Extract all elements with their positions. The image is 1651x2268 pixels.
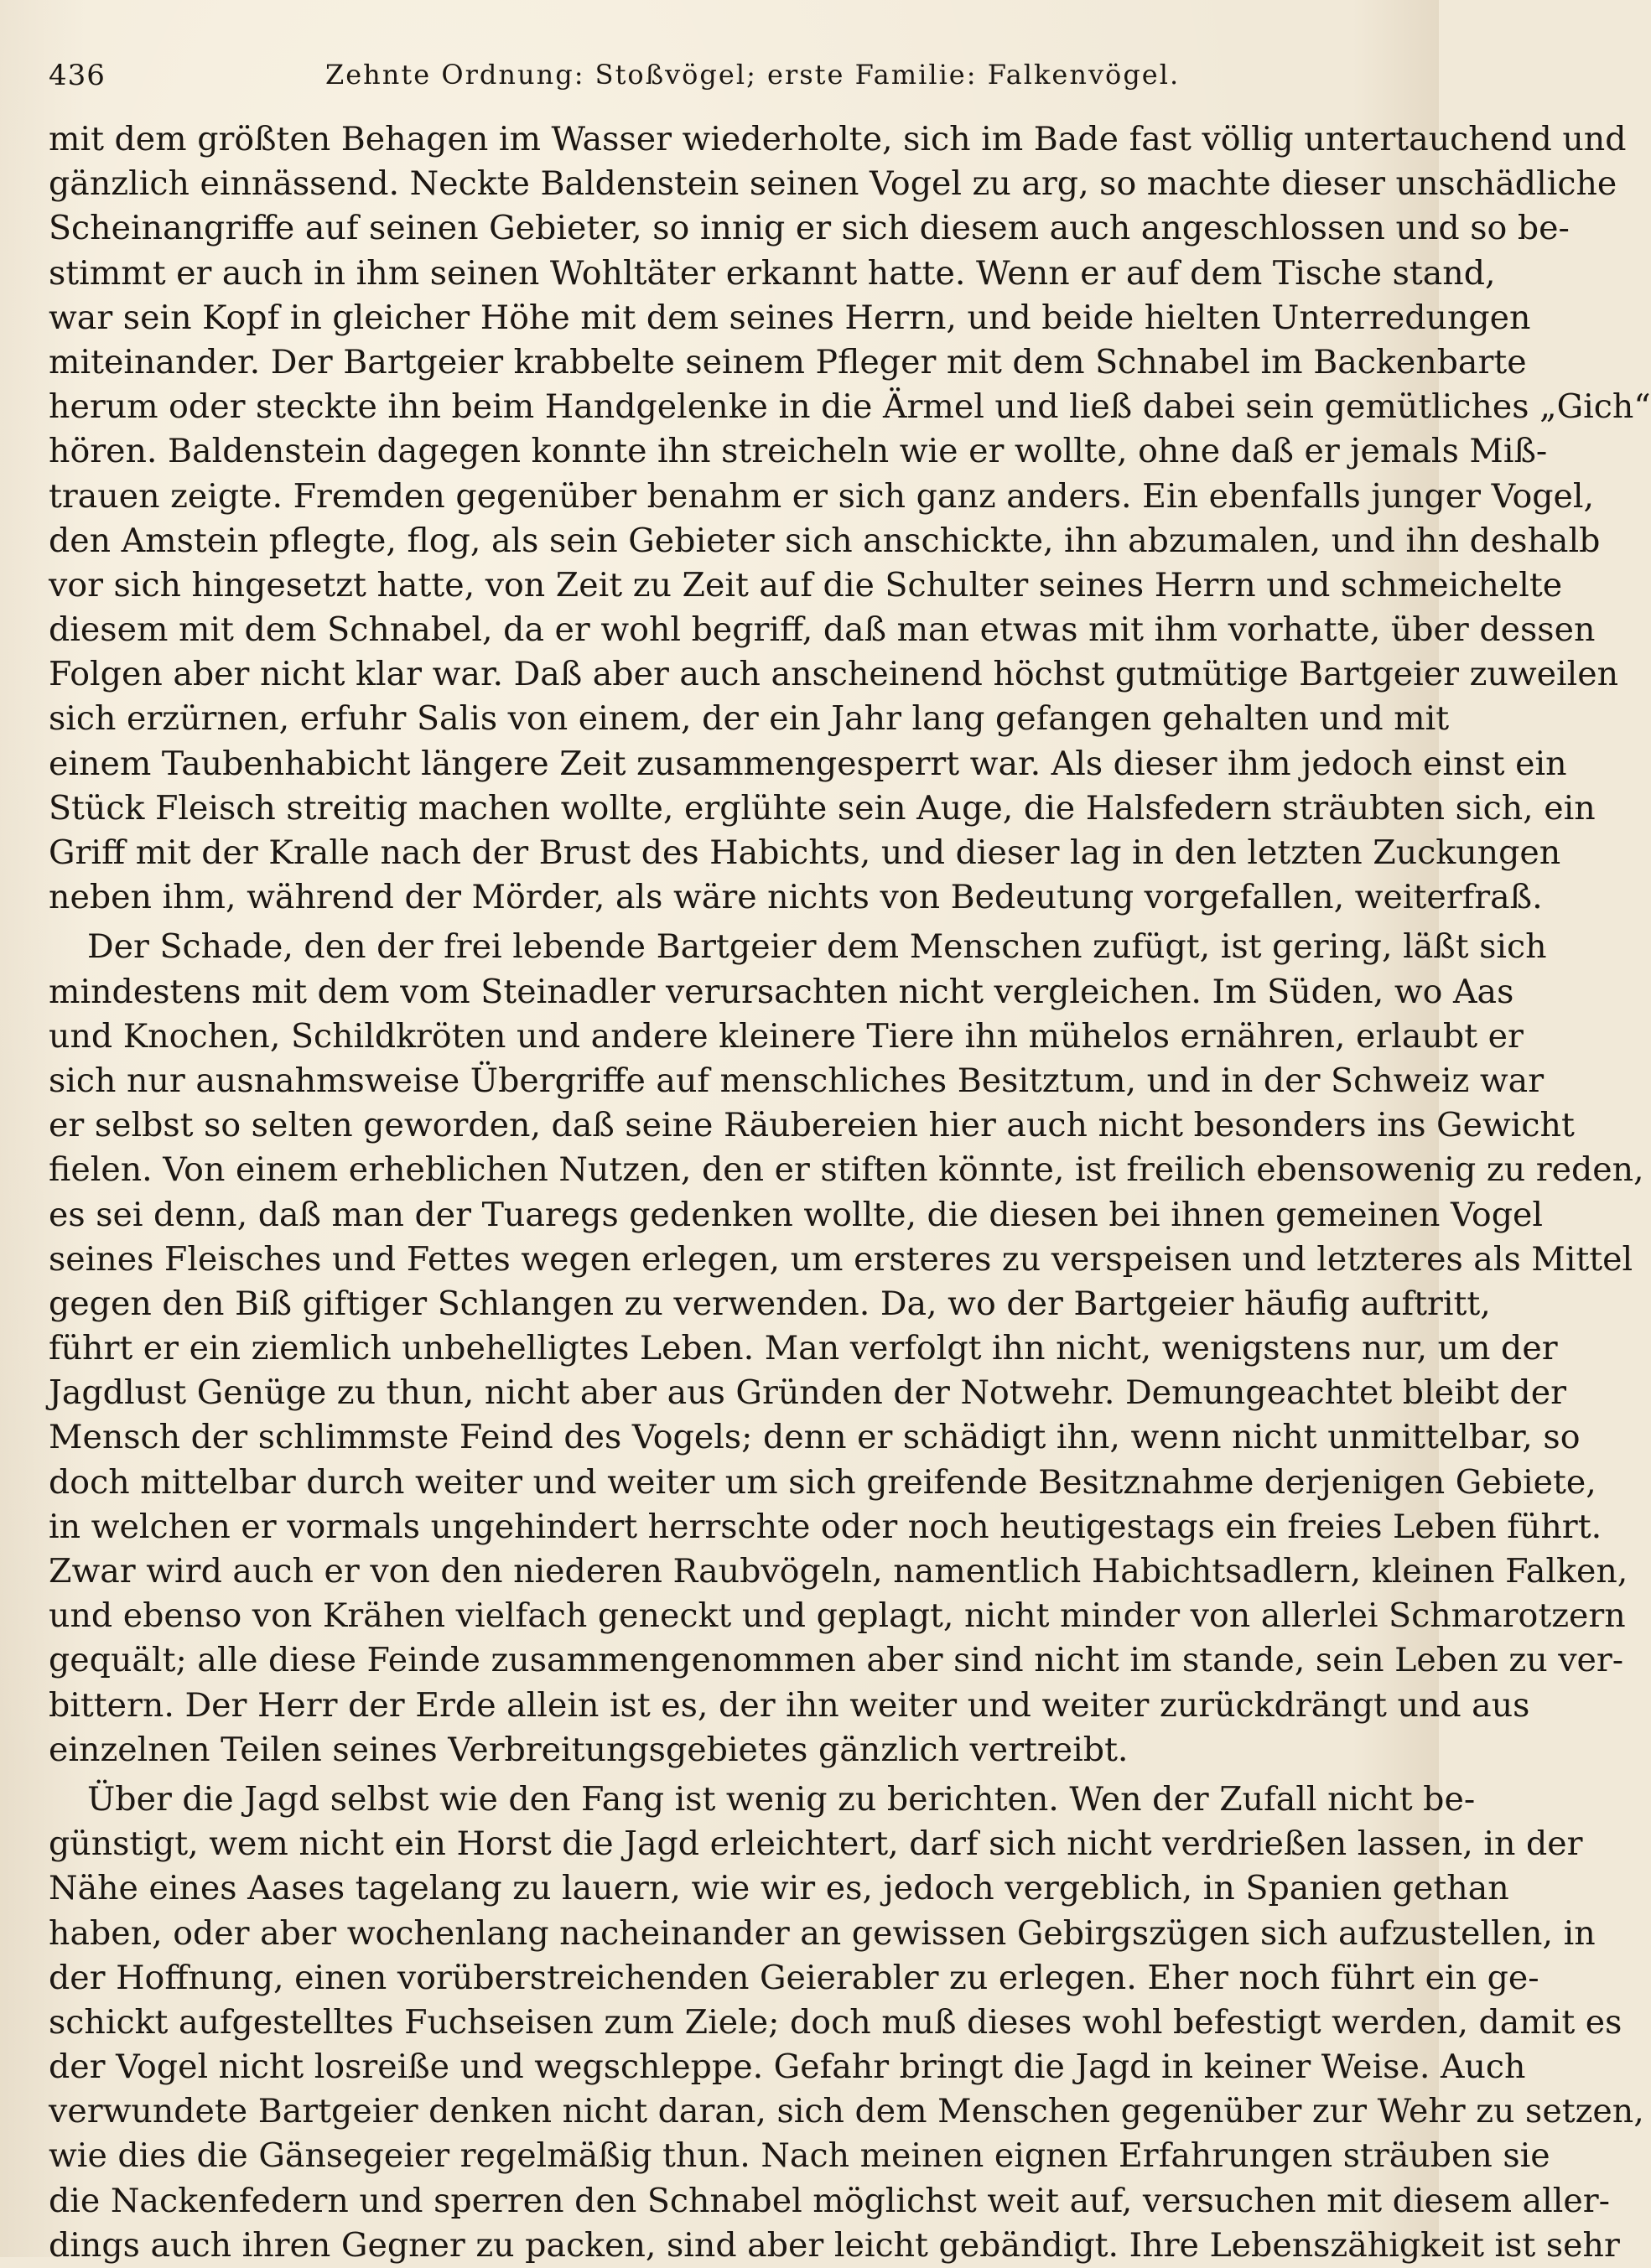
- text-line: war sein Kopf in gleicher Höhe mit dem seines Herrn, und beide hielten Unterredungen: [49, 298, 1531, 337]
- text-line: und Knochen, Schildkröten und andere kleinere Tiere ihn mühelos ernähren, erlaubt er: [49, 1016, 1524, 1056]
- running-head: Zehnte Ordnung: Stoßvögel; erste Familie: Falkenvögel.: [325, 59, 1181, 91]
- text-line: vor sich hingesetzt hatte, von Zeit zu Zeit auf die Schulter seines Herrn und schmeichelte: [49, 565, 1563, 605]
- page-header: [49, 49, 1390, 99]
- text-line: einzelnen Teilen seines Verbreitungsgebietes gänzlich vertreibt.: [49, 1730, 1129, 1769]
- text-line: Zwar wird auch er von den niederen Raubvögeln, namentlich Habichtsadlern, kleinen Falken,: [49, 1552, 1628, 1591]
- text-line: Mensch der schlimmste Feind des Vogels; denn er schädigt ihn, wenn nicht unmittelbar, so: [49, 1418, 1581, 1457]
- text-line: gegen den Biß giftiger Schlangen zu verwenden. Da, wo der Bartgeier häufig auftritt,: [49, 1284, 1491, 1323]
- text-line: Über die Jagd selbst wie den Fang ist wenig zu berichten. Wen der Zufall nicht be-: [87, 1779, 1476, 1819]
- text-line: in welchen er vormals ungehindert herrschte oder noch heutigestags ein freies Leben führt.: [49, 1507, 1602, 1546]
- text-line: herum oder steckte ihn beim Handgelenke in die Ärmel und ließ dabei sein gemütliches „Gich“: [49, 387, 1651, 427]
- text-line: trauen zeigte. Fremden gegenüber benahm er sich ganz anders. Ein ebenfalls junger Vogel,: [49, 476, 1595, 516]
- text-line: die Nackenfedern und sperren den Schnabel möglichst weit auf, versuchen mit diesem aller-: [49, 2181, 1610, 2220]
- text-line: doch mittelbar durch weiter und weiter um sich greifende Besitznahme derjenigen Gebiete,: [49, 1462, 1596, 1502]
- text-line: schickt aufgestelltes Fuchseisen zum Ziele; doch muß dieses wohl befestigt werden, damit es: [49, 2002, 1622, 2042]
- text-line: Nähe eines Aases tagelang zu lauern, wie wir es, jedoch vergeblich, in Spanien gethan: [49, 1869, 1509, 1908]
- text-line: und ebenso von Krähen vielfach geneckt und geplagt, nicht minder von allerlei Schmarotzern: [49, 1596, 1626, 1636]
- text-line: miteinander. Der Bartgeier krabbelte seinem Pfleger mit dem Schnabel im Backenbarte: [49, 342, 1527, 381]
- text-line: der Hoffnung, einen vorüberstreichenden Geierabler zu erlegen. Eher noch führt ein ge-: [49, 1958, 1539, 1997]
- text-line: gequält; alle diese Feinde zusammengenommen aber sind nicht im stande, sein Leben zu ver-: [49, 1641, 1624, 1680]
- paragraph-2: [49, 925, 1644, 1772]
- text-line: neben ihm, während der Mörder, als wäre nichts von Bedeutung vorgefallen, weiterfraß.: [49, 878, 1543, 917]
- text-line: mit dem größten Behagen im Wasser wiederholte, sich im Bade fast völlig untertauchend und: [49, 120, 1627, 158]
- text-line: Scheinangriffe auf seinen Gebieter, so innig er sich diesem auch angeschlossen und so be-: [49, 209, 1570, 248]
- text-line: Der Schade, den der frei lebende Bartgeier dem Menschen zufügt, ist gering, läßt sich: [87, 927, 1547, 967]
- text-line: Jagdlust Genüge zu thun, nicht aber aus Gründen der Notwehr. Demungeachtet bleibt der: [49, 1373, 1566, 1413]
- text-line: der Vogel nicht losreiße und wegschleppe. Gefahr bringt die Jagd in keiner Weise. Auch: [49, 2047, 1526, 2087]
- text-line: bittern. Der Herr der Erde allein ist es, der ihn weiter und weiter zurückdrängt und aus: [49, 1685, 1530, 1725]
- text-line: Stück Fleisch streitig machen wollte, erglühte sein Auge, die Halsfedern sträubten sich, ein: [49, 788, 1596, 828]
- text-line: verwundete Bartgeier denken nicht daran, sich dem Menschen gegenüber zur Wehr zu setzen,: [49, 2092, 1644, 2131]
- text-line: mindestens mit dem vom Steinadler verursachten nicht vergleichen. Im Süden, wo Aas: [49, 972, 1514, 1011]
- text-line: gänzlich einnässend. Neckte Baldenstein seinen Vogel zu arg, so machte dieser unschädliche: [49, 164, 1617, 204]
- text-line: haben, oder aber wochenlang nacheinander an gewissen Gebirgszügen sich aufzustellen, in: [49, 1913, 1596, 1953]
- page-number: 436: [49, 59, 106, 92]
- text-line: führt er ein ziemlich unbehelligtes Leben. Man verfolgt ihn nicht, wenigstens nur, um der: [49, 1329, 1558, 1368]
- text-line: einem Taubenhabicht längere Zeit zusammengesperrt war. Als dieser ihm jedoch einst ein: [49, 744, 1567, 783]
- text-line: stimmt er auch in ihm seinen Wohltäter erkannt hatte. Wenn er auf dem Tische stand,: [49, 253, 1496, 293]
- text-line: er selbst so selten geworden, daß seine Räubereien hier auch nicht besonders ins Gewicht: [49, 1106, 1575, 1145]
- text-line: dings auch ihren Gegner zu packen, sind aber leicht gebändigt. Ihre Lebenszähigkeit ist sehr: [49, 2225, 1620, 2265]
- text-line: seines Fleisches und Fettes wegen erlegen, um ersteres zu verspeisen und letzteres als Mittel: [49, 1239, 1633, 1279]
- text-line: es sei denn, daß man der Tuaregs gedenken wollte, die diesen bei ihnen gemeinen Vogel: [49, 1195, 1543, 1234]
- text-line: diesem mit dem Schnabel, da er wohl begriff, daß man etwas mit ihm vorhatte, über dessen: [49, 610, 1596, 650]
- text-line: sich nur ausnahmsweise Übergriffe auf menschliches Besitztum, und in der Schweiz war: [49, 1061, 1545, 1100]
- text-line: wie dies die Gänsegeier regelmäßig thun. Nach meinen eignen Erfahrungen sträuben sie: [49, 2136, 1550, 2176]
- text-line: den Amstein pflegte, flog, als sein Gebieter sich anschickte, ihn abzumalen, und ihn deshalb: [49, 521, 1601, 560]
- text-line: Folgen aber nicht klar war. Daß aber auch anscheinend höchst gutmütige Bartgeier zuweilen: [49, 655, 1619, 694]
- paragraph-1: [49, 117, 1651, 920]
- paragraph-3: [49, 1778, 1644, 2268]
- body-text: [49, 117, 1651, 2268]
- text-line: Griff mit der Kralle nach der Brust des Habichts, und dieser lag in den letzten Zuckungen: [49, 833, 1561, 872]
- text-line: sich erzürnen, erfuhr Salis von einem, der ein Jahr lang gefangen gehalten und mit: [49, 699, 1450, 739]
- text-line: günstigt, wem nicht ein Horst die Jagd erleichtert, darf sich nicht verdrießen lassen, in der: [49, 1824, 1583, 1864]
- text-line: hören. Baldenstein dagegen konnte ihn streicheln wie er wollte, ohne daß er jemals Miß-: [49, 432, 1548, 471]
- text-line: fielen. Von einem erheblichen Nutzen, den er stiften könnte, ist freilich ebensowenig zu reden,: [49, 1150, 1644, 1190]
